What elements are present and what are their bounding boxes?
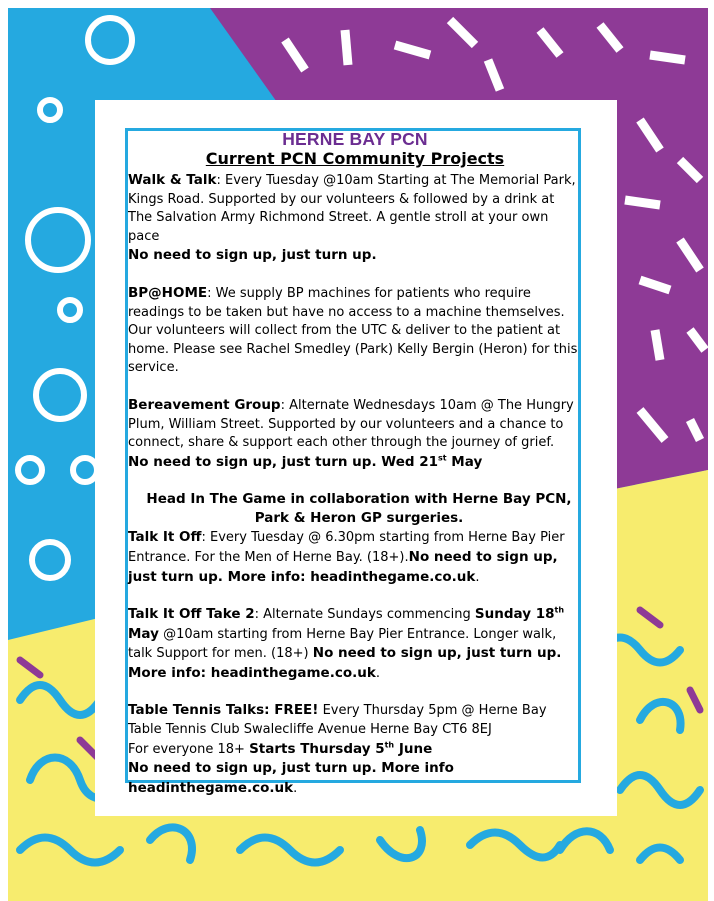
hitg-heading-line1: Head In The Game in collaboration with Herne Bay PCN, [146,491,572,508]
bp-home-section: BP@HOME: We supply BP machines for patients who require readings to be taken but have no access to a machine themselves. Our volunteers will collect from the UTC & deliver to the patient at home. Please see Rachel Smedley (Park) Kelly Bergin (Heron) for this service. [128,284,578,376]
walk-talk-details: Every Tuesday @10am Starting at The Memorial Park, Kings Road. Supported by our volunteers & followed by a drink at The Salvation Army Richmond Street. A gentle stroll at your own pace [128,173,576,244]
bereavement-details: Alternate Wednesdays 10am @ The Hungry Plum, William Street. Supported by our volunteers and a chance to connect, share & support each other through the journey of grief. [128,397,574,451]
walk-talk-note: No need to sign up, just turn up. [128,247,377,264]
talk-it-off-2-details: Alternate Sundays commencing [263,607,471,623]
talk-it-off-2-note: No need to sign up, just turn up. More info: headinthegame.co.uk [128,645,562,681]
talk-it-off-2-date: Sunday 18th May [128,605,565,642]
document-content [128,129,582,798]
bereavement-note: No need to sign up, just turn up. Wed 21st May [128,453,483,470]
talk-it-off-2-section: Talk It Off Take 2: Alternate Sundays commencing Sunday 18th May @10am starting from Herne Bay Pier Entrance. Longer walk, talk Support for men. (18+) No need to sign up, just turn up. More info: headinthegame.co.uk. [128,605,565,681]
bp-home-details: We supply BP machines for patients who require readings to be taken but have no access to a machine themselves. Our volunteers will collect from the UTC & deliver to the patient at home. Please see Rachel Smedley (Park) Kelly Bergin (Heron) for this service. [128,285,578,376]
talk-it-off-note: No need to sign up, just turn up. More info: headinthegame.co.uk [128,548,558,585]
talk-it-off-2-details2: @10am starting from Herne Bay Pier Entrance. Longer walk, talk Support for men. (18+) [128,626,557,662]
hitg-heading-line2: Park & Heron GP surgeries. [254,510,464,527]
bereavement-name: Bereavement Group [128,396,281,413]
org-title: HERNE BAY PCN [282,129,428,149]
bp-home-name: BP@HOME [128,284,208,301]
walk-talk-section: Walk & Talk: Every Tuesday @10am Starting at The Memorial Park, Kings Road. Supported by our volunteers & followed by a drink at The Salvation Army Richmond Street. A gentle stroll at your own pace No need to sign up, just turn up. [128,172,576,264]
walk-talk-name: Walk & Talk [128,172,217,188]
talk-it-off-section: Talk It Off: Every Tuesday @ 6.30pm starting from Herne Bay Pier Entrance. For the Men of Herne Bay. (18+).No need to sign up, just turn up. More info: headinthegame.co.uk. [128,529,565,585]
table-tennis-note: No need to sign up, just turn up. More info headinthegame.co.uk [128,760,454,796]
table-tennis-section: Table Tennis Talks: FREE! Every Thursday 5pm @ Herne Bay Table Tennis Club Swalecliffe Avenue Herne Bay CT6 8EJ For everyone 18+ Starts Thursday 5th June No need to sign up, just turn up. More info headinthegame.co.uk. [128,702,547,796]
table-tennis-audience: For everyone 18+ [128,741,245,757]
talk-it-off-2-name: Talk It Off Take 2 [128,606,255,623]
talk-it-off-details: Every Tuesday @ 6.30pm starting from Herne Bay Pier Entrance. For the Men of Herne Bay. (18+). [128,530,565,565]
bereavement-section: Bereavement Group: Alternate Wednesdays 10am @ The Hungry Plum, William Street. Supported by our volunteers and a chance to connect, share & support each other through the journey of grief. No need to sign up, just turn up. Wed 21st May [128,396,574,470]
page-title: Current PCN Community Projects [205,149,505,168]
talk-it-off-name: Talk It Off [128,529,202,546]
table-tennis-name: Table Tennis Talks: FREE! [128,702,319,719]
table-tennis-details: Every Thursday 5pm @ Herne Bay Table Tennis Club Swalecliffe Avenue Herne Bay CT6 8EJ [128,703,547,738]
table-tennis-starts: Starts Thursday 5th June [249,740,433,757]
